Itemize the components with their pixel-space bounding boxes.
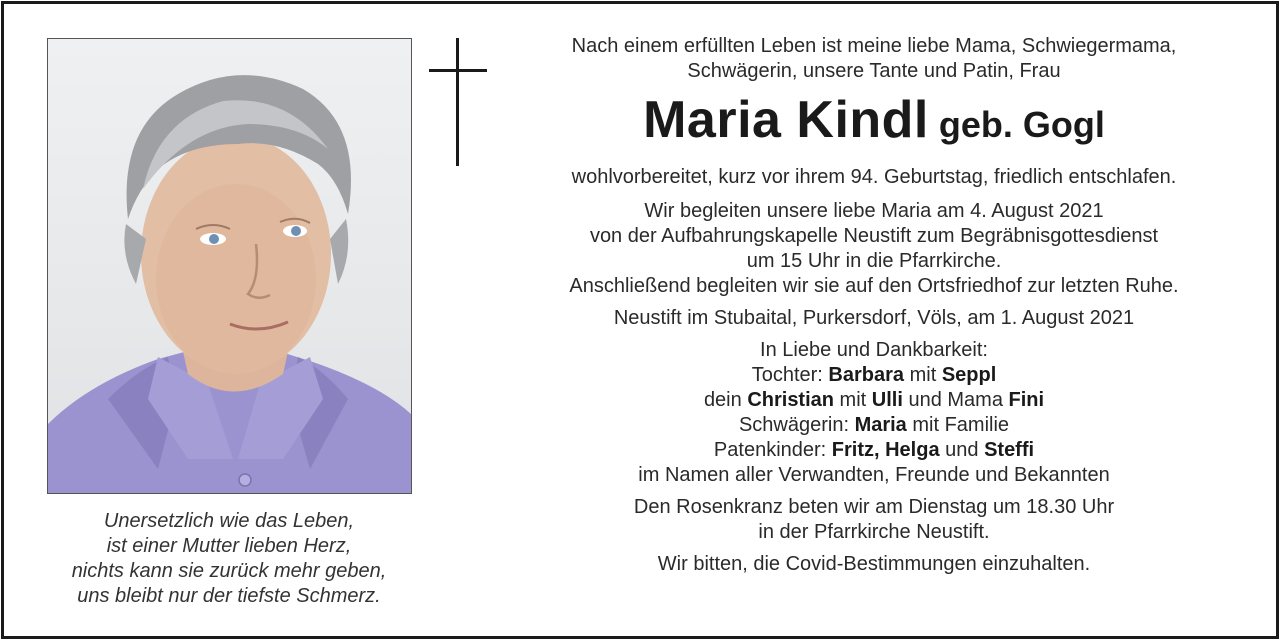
deceased-name bbox=[504, 90, 1244, 161]
place-date: Neustift im Stubaital, Purkersdorf, Völs, am 1. August 2021 bbox=[613, 307, 1135, 329]
passing-line: wohlvorbereitet, kurz vor ihrem 94. Geburtstag, friedlich entschlafen. bbox=[571, 166, 1177, 188]
covid-notice: Wir bitten, die Covid-Bestimmungen einzuhalten. bbox=[657, 553, 1091, 575]
portrait-illustration bbox=[48, 39, 411, 493]
announcement-text bbox=[504, 34, 1244, 577]
name-full: Maria Kindl bbox=[643, 91, 929, 149]
funeral-line: Anschließend begleiten wir sie auf den Ortsfriedhof zur letzten Ruhe. bbox=[569, 275, 1179, 297]
obituary-card bbox=[1, 1, 1279, 639]
name-born: geb. Gogl bbox=[938, 104, 1105, 145]
cross-icon bbox=[429, 38, 487, 166]
mourners-closing: im Namen aller Verwandten, Freunde und Bekannten bbox=[638, 464, 1110, 486]
mourners-heading: In Liebe und Dankbarkeit: bbox=[760, 339, 988, 361]
memorial-poem bbox=[24, 509, 434, 609]
intro-line: Schwägerin, unsere Tante und Patin, Frau bbox=[687, 60, 1061, 82]
funeral-line: um 15 Uhr in die Pfarrkirche. bbox=[746, 250, 1002, 272]
mourner-line: dein Christian mit Ulli und Mama Fini bbox=[703, 389, 1045, 411]
portrait-photo bbox=[47, 38, 412, 494]
rosary-line: Den Rosenkranz beten wir am Dienstag um 18.30 Uhr bbox=[633, 496, 1115, 518]
poem-line: ist einer Mutter lieben Herz, bbox=[106, 535, 352, 557]
mourner-line: Schwägerin: Maria mit Familie bbox=[738, 414, 1010, 436]
mourner-line: Tochter: Barbara mit Seppl bbox=[751, 364, 997, 386]
poem-line: nichts kann sie zurück mehr geben, bbox=[71, 560, 387, 582]
poem-line: uns bleibt nur der tiefste Schmerz. bbox=[77, 585, 381, 607]
rosary-line: in der Pfarrkirche Neustift. bbox=[758, 521, 990, 543]
intro-line: Nach einem erfüllten Leben ist meine liebe Mama, Schwiegermama, bbox=[571, 35, 1177, 57]
poem-line: Unersetzlich wie das Leben, bbox=[103, 510, 355, 532]
funeral-line: von der Aufbahrungskapelle Neustift zum Begräbnisgottesdienst bbox=[589, 225, 1159, 247]
funeral-line: Wir begleiten unsere liebe Maria am 4. August 2021 bbox=[644, 200, 1104, 222]
mourner-line: Patenkinder: Fritz, Helga und Steffi bbox=[713, 439, 1035, 461]
